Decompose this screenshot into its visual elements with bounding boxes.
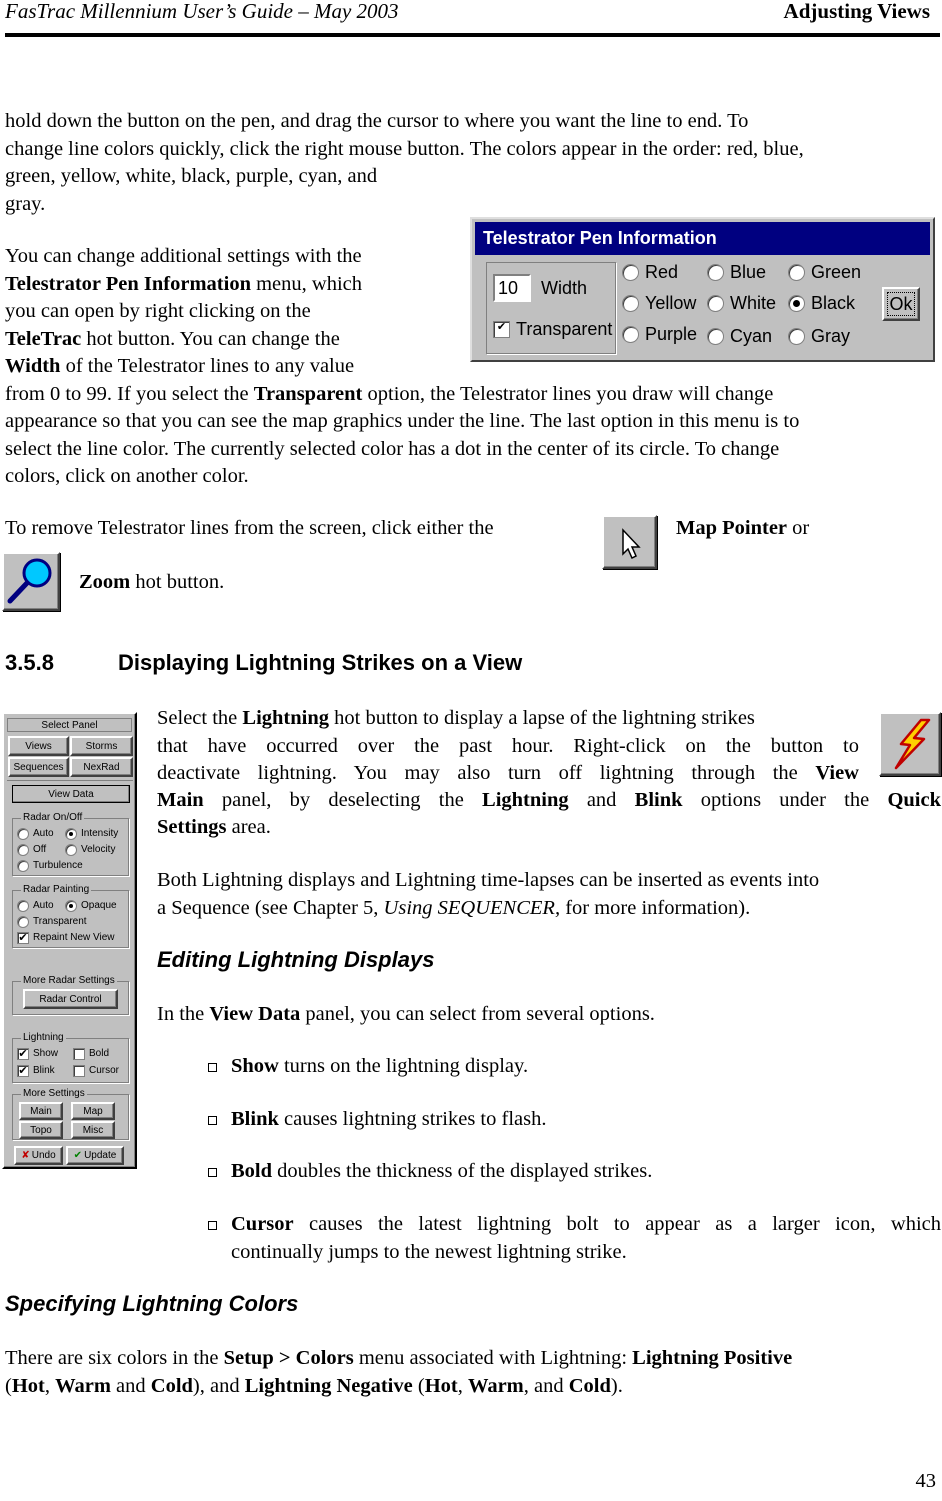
text: appearance so that you can see the map graphics under the line. The last option in this menu is to xyxy=(5,410,800,432)
colors-heading: Specifying Lightning Colors xyxy=(5,1291,299,1316)
section-number: 3.5.8 xyxy=(5,650,54,675)
text: for more information). xyxy=(560,896,751,919)
bold-term: Main xyxy=(157,789,204,811)
panel-title: Select Panel xyxy=(7,718,132,732)
remove-text: To remove Telestrator lines from the screen, click either the xyxy=(5,517,494,539)
bold-term: View xyxy=(815,762,859,784)
undo-button[interactable] xyxy=(14,1146,63,1165)
lightning-line4 xyxy=(157,787,941,815)
bold-term: Cold xyxy=(150,1374,193,1397)
bullet-icon xyxy=(208,1116,217,1125)
option-label: Intensity xyxy=(81,828,119,839)
header-rule xyxy=(5,33,940,37)
text: Select the xyxy=(157,707,243,729)
text: you can open by right clicking on the xyxy=(5,300,311,322)
bullet-blink xyxy=(231,1106,546,1134)
color-label: Cyan xyxy=(730,326,773,346)
bold-term: Cursor xyxy=(231,1213,294,1235)
option-label: Show xyxy=(33,1048,59,1059)
bold-term: Lightning Negative xyxy=(244,1374,413,1397)
option-label: Off xyxy=(33,844,47,855)
view-data-button[interactable]: View Data xyxy=(12,785,130,803)
editing-intro xyxy=(157,1001,655,1029)
text: hot button. xyxy=(130,571,225,593)
bold-term: Cold xyxy=(568,1374,611,1397)
editing-heading: Editing Lightning Displays xyxy=(157,947,435,972)
zoom-text xyxy=(79,569,224,597)
bold-term: Hot xyxy=(11,1374,45,1397)
text: , xyxy=(44,1374,56,1397)
text: continually jumps to the newest lightning strike. xyxy=(231,1240,627,1263)
button-label: Undo xyxy=(31,1150,56,1161)
header-section: Adjusting Views xyxy=(783,0,930,23)
lightning-bolt-icon xyxy=(881,714,939,774)
page-number: 43 xyxy=(915,1470,936,1492)
both-paragraph xyxy=(157,867,941,922)
text: There are six colors in the xyxy=(5,1347,224,1369)
text: doubles the thickness of the displayed strikes. xyxy=(272,1160,653,1182)
bold-term: Warm xyxy=(55,1374,111,1397)
italic-term: Using SEQUENCER, xyxy=(383,896,561,919)
section-title: Displaying Lightning Strikes on a View xyxy=(118,650,523,675)
text: hot button. You can change the xyxy=(81,327,340,350)
map-pointer-button[interactable] xyxy=(602,515,657,569)
radio-paint-auto[interactable] xyxy=(17,899,54,913)
more-settings-group xyxy=(12,1088,129,1140)
text: select the line color. The currently selected color has a dot in the center of its circle. To change xyxy=(5,437,780,460)
group-label: Lightning xyxy=(23,1032,64,1043)
header-title: FasTrac Millennium User’s Guide – May 2003 xyxy=(5,0,399,23)
bold-term: Settings xyxy=(157,816,227,838)
color-radio-green[interactable] xyxy=(788,261,861,283)
text: area. xyxy=(226,816,271,838)
x-icon: ✘ xyxy=(21,1150,30,1161)
color-radio-yellow[interactable] xyxy=(622,292,696,314)
text: , and xyxy=(523,1374,569,1397)
color-label: Gray xyxy=(811,326,851,346)
lightning-paragraph xyxy=(157,705,859,788)
intro-line: change line colors quickly, click the right mouse button. The colors appear in the order: red, blue, xyxy=(5,137,804,160)
transparent-checkbox[interactable] xyxy=(493,318,612,340)
bullet-icon xyxy=(208,1063,217,1072)
more-radar-group xyxy=(12,975,129,1015)
button-label: Update xyxy=(84,1150,117,1161)
group-label: More Settings xyxy=(23,1088,85,1099)
bold-term: Lightning xyxy=(482,789,569,811)
radio-intensity[interactable] xyxy=(65,827,118,841)
lightning-line5 xyxy=(157,814,271,842)
intro-paragraph xyxy=(5,108,940,218)
width-label: Width xyxy=(541,278,588,298)
text: You can change additional settings with the xyxy=(5,245,362,267)
bold-term: Warm xyxy=(467,1374,524,1397)
bold-term: Setup > Colors xyxy=(223,1347,354,1369)
bullet-icon xyxy=(208,1168,217,1177)
bold-term: Bold xyxy=(231,1160,273,1182)
option-label: Opaque xyxy=(81,900,117,911)
check-icon: ✔ xyxy=(73,1150,83,1161)
checkbox-box[interactable]: ✔ xyxy=(493,321,510,338)
color-radio-red[interactable] xyxy=(622,261,678,283)
bullet-show xyxy=(231,1053,528,1081)
width-input[interactable]: 10 xyxy=(493,274,531,302)
group-label: Radar On/Off xyxy=(23,812,83,823)
bold-term: Width xyxy=(5,355,61,377)
update-button[interactable] xyxy=(66,1146,124,1165)
radio-off[interactable] xyxy=(17,843,46,857)
bold-term: Transparent xyxy=(253,382,363,405)
bold-term: Quick xyxy=(887,789,941,811)
text: causes lightning strikes to flash. xyxy=(278,1108,547,1130)
show-checkbox[interactable]: ✔ Show xyxy=(18,1048,59,1060)
text: colors, click on another color. xyxy=(5,465,249,487)
color-label: Red xyxy=(645,262,679,282)
group-label: Radar Painting xyxy=(23,884,90,895)
bold-term: Lightning xyxy=(242,707,329,729)
radar-painting-group xyxy=(12,884,129,948)
color-label: Green xyxy=(811,262,862,282)
color-radio-blue[interactable] xyxy=(707,261,766,283)
color-label: Yellow xyxy=(645,293,697,313)
radio-velocity[interactable] xyxy=(65,843,115,857)
text: ( xyxy=(5,1374,12,1397)
bold-term: Lightning Positive xyxy=(632,1347,793,1369)
option-label: Bold xyxy=(89,1048,110,1059)
color-label: Blue xyxy=(730,262,767,282)
option-label: Blink xyxy=(33,1065,55,1076)
bold-checkbox[interactable] xyxy=(73,1047,109,1061)
text: causes the latest lightning bolt to appear as a larger icon, which xyxy=(293,1213,941,1235)
color-radio-gray[interactable] xyxy=(788,325,850,347)
views-tab[interactable]: Views xyxy=(8,736,69,756)
ok-button[interactable]: Ok xyxy=(882,287,920,321)
text: of the Telestrator lines to any value xyxy=(60,355,355,377)
dialog-title: Telestrator Pen Information xyxy=(475,222,930,255)
transparent-label: Transparent xyxy=(516,319,613,339)
text: In the xyxy=(157,1003,210,1025)
cursor-arrow-icon xyxy=(604,517,655,567)
zoom-button[interactable] xyxy=(2,552,60,611)
storms-tab[interactable]: Storms xyxy=(70,736,133,756)
text: ( xyxy=(412,1374,425,1397)
text: panel, by deselecting the xyxy=(203,789,483,811)
option-label: Turbulence xyxy=(33,860,83,871)
text: menu associated with Lightning: xyxy=(353,1347,633,1369)
color-radio-cyan[interactable] xyxy=(707,325,772,347)
divider xyxy=(7,780,133,781)
repaint-checkbox[interactable]: ✔ Repaint New View xyxy=(18,932,115,944)
option-label: Cursor xyxy=(89,1065,120,1076)
option-label: Auto xyxy=(33,900,54,911)
bold-term: TeleTrac xyxy=(5,327,82,350)
bold-term: Show xyxy=(231,1055,279,1077)
text: option, the Telestrator lines you draw will change xyxy=(362,382,774,405)
color-label: Black xyxy=(811,293,856,313)
bullet-icon xyxy=(208,1221,217,1230)
radio-transparent[interactable] xyxy=(17,915,87,929)
radio-turbulence[interactable] xyxy=(17,859,83,873)
option-label: Transparent xyxy=(33,916,87,927)
bullet-bold xyxy=(231,1158,652,1186)
map-pointer-text xyxy=(676,515,809,543)
text: panel, you can select from several options. xyxy=(300,1003,655,1025)
color-radio-white[interactable] xyxy=(707,292,776,314)
text: and xyxy=(568,789,635,811)
text: that have occurred over the past hour. Right-click on the button to xyxy=(157,734,859,757)
bold-term: Telestrator Pen Information xyxy=(5,272,251,295)
radar-onoff-group xyxy=(12,812,129,876)
text: turns on the lightning display. xyxy=(278,1055,529,1077)
option-label: Velocity xyxy=(81,844,116,855)
color-label: White xyxy=(730,293,777,313)
bold-term: Hot xyxy=(424,1374,458,1397)
colors-paragraph xyxy=(5,1345,940,1400)
main-button[interactable]: Main xyxy=(19,1102,63,1120)
telestrator-pen-dialog xyxy=(470,217,935,362)
width-group xyxy=(486,262,616,354)
group-label: More Radar Settings xyxy=(23,975,115,986)
cursor-checkbox[interactable] xyxy=(73,1064,119,1078)
color-label: Purple xyxy=(645,324,698,344)
map-button[interactable]: Map xyxy=(71,1102,115,1120)
option-label: Repaint New View xyxy=(33,932,115,943)
text: a Sequence (see Chapter 5, xyxy=(157,896,384,919)
radio-auto[interactable] xyxy=(17,827,54,841)
bold-term: Blink xyxy=(634,789,683,811)
text: ), and xyxy=(192,1374,245,1397)
text: or xyxy=(787,517,810,539)
magnifier-icon xyxy=(4,554,58,609)
sequences-tab[interactable]: Sequences xyxy=(8,757,69,777)
intro-line: hold down the button on the pen, and drag the cursor to where you want the line to end. To xyxy=(5,110,749,132)
text: deactivate lightning. You may also turn off lightning through the xyxy=(157,762,816,784)
bold-term: Map Pointer xyxy=(676,517,788,539)
nexrad-tab[interactable]: NexRad xyxy=(70,757,133,777)
intro-line: green, yellow, white, black, purple, cyan, and xyxy=(5,165,378,187)
bold-term: Zoom xyxy=(79,571,131,593)
text: and xyxy=(110,1374,151,1397)
topo-button[interactable]: Topo xyxy=(19,1121,63,1139)
color-radio-purple[interactable] xyxy=(622,323,697,345)
intro-line: gray. xyxy=(5,192,46,215)
text: from 0 to 99. If you select the xyxy=(5,382,254,405)
bullet-cursor xyxy=(231,1211,941,1266)
option-label: Auto xyxy=(33,828,54,839)
select-panel xyxy=(2,712,137,1169)
lightning-group xyxy=(12,1032,129,1083)
text: hot button to display a lapse of the lightning strikes xyxy=(329,707,755,729)
text: , xyxy=(457,1374,468,1397)
bold-term: Blink xyxy=(231,1108,279,1130)
text: menu, which xyxy=(250,272,363,295)
radio-opaque[interactable] xyxy=(65,899,117,913)
color-radio-black[interactable] xyxy=(788,292,855,314)
text: options under the xyxy=(682,789,888,811)
misc-button[interactable]: Misc xyxy=(71,1121,115,1139)
blink-checkbox[interactable]: ✔ Blink xyxy=(18,1065,55,1077)
bold-term: View Data xyxy=(209,1003,301,1025)
text: ). xyxy=(610,1374,623,1397)
radar-control-button[interactable]: Radar Control xyxy=(23,989,118,1009)
lightning-button[interactable] xyxy=(879,712,941,776)
text: Both Lightning displays and Lightning time-lapses can be inserted as events into xyxy=(157,869,820,891)
